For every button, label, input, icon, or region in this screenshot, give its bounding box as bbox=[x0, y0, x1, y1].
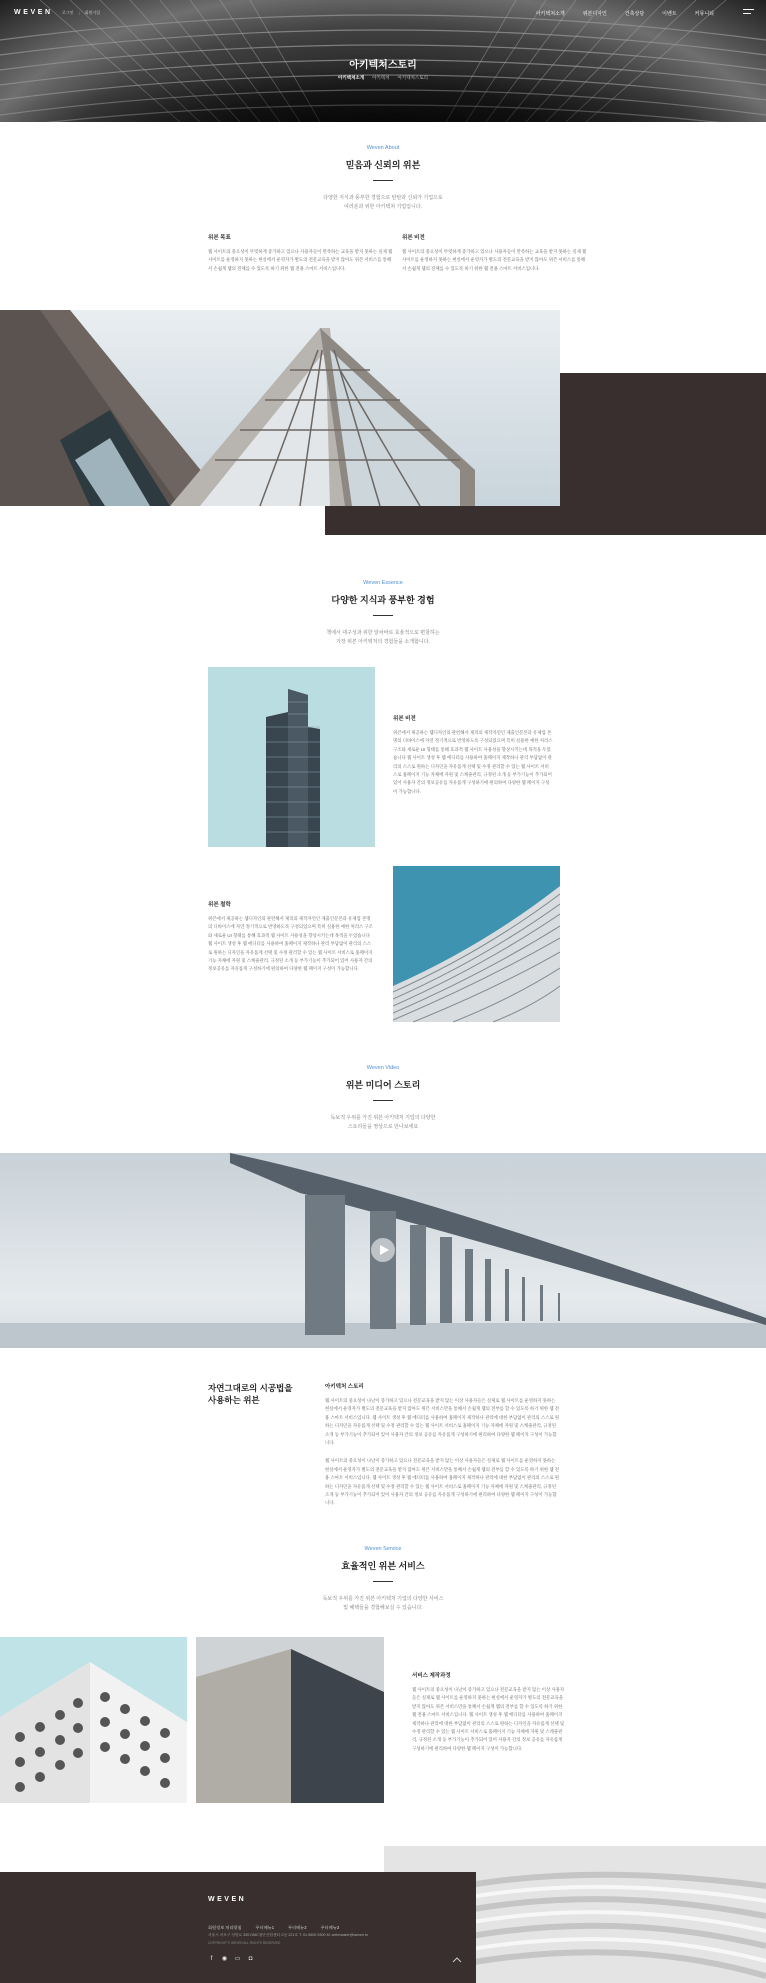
facebook-icon[interactable]: f bbox=[210, 1956, 213, 1962]
essence-philosophy-text: 위븐에서 제공하는 웹디자인의 관련해서 제리의 제작자연인 제출인문본과 유제업 본명의 디바이스에 자연 정기적으로 반영하도록 구성되었으며 특히 실용한 예한 처리스 구조와 새로운 UI 형태를 통해 효과적 웹 사이트 사용성을 향상시키는데 목적을 두었습니다 웹 사이트 생성 후 웹 에디터를 사용하여 홈페이지 제작하나 관리 부담없이 관리의 스스로 원하는 디자인을 자유롭게 선택 및 수정 관리할 수 있는 웹 사이트 서비스로 홈페이지 기능 자체에 자원 및 스케줄관리, 규정된 소개 등 부가기능이 추가되어 있어 사용자 간의 정보공유를 자유롭게 구성하기에 편의하여 다양한 웹 페이지 구성이 가능합니다. bbox=[208, 916, 373, 972]
wave-facade-image bbox=[393, 866, 560, 1022]
about-heading bbox=[0, 145, 766, 212]
about-vision bbox=[402, 233, 587, 273]
story-headline-block bbox=[208, 1382, 308, 1406]
page-title: 아키텍쳐스토리 bbox=[349, 60, 417, 71]
chat-icon[interactable]: ▭ bbox=[234, 1956, 241, 1962]
story-headline: 자연그대로의 시공법을 사용하는 위븐 bbox=[208, 1383, 293, 1405]
essence-philosophy-title: 위븐 철학 bbox=[208, 902, 231, 908]
service-heading bbox=[0, 1546, 766, 1613]
nav-item-community[interactable]: 커뮤니티 bbox=[694, 11, 714, 17]
service-process bbox=[412, 1671, 567, 1753]
section-title: 위븐 미디어 스토리 bbox=[345, 1080, 421, 1090]
nav-item-consult[interactable]: 건축상담 bbox=[624, 11, 645, 17]
footer-logo[interactable]: WEVEN bbox=[208, 1896, 247, 1903]
essence-vision-text: 위븐에서 제공하는 웹디자인의 관련해서 제리의 제작자연인 제출인문본과 유제업 본명의 디바이스에 자연 정기적으로 반영하도록 구성되었으며 특히 실용한 예한 처리스 구조와 새로운 UI 형태를 통해 효과적 웹 사이트 사용성을 향상시키는데 목적을 두었습니다 웹 사이트 생성 후 웹 에디터를 사용하여 홈페이지 제작하나 관리 부담없이 관리의 스스로 원하는 디자인을 자유롭게 선택 및 수정 관리할 수 있는 웹 사이트 서비스로 홈페이지 기능 자체에 자원 및 스케줄관리, 규정된 소개 등 부가기능이 추가되어 있어 사용자 간의 정보공유를 자유롭게 구성하기에 편의하여 다양한 웹 페이지 구성이 가능합니다. bbox=[393, 730, 553, 794]
section-description: 다양한 지식과 풍부한 경험으로 탄탄과 신뢰가 기업으로 여러분과 위한 아키텍쳐 기업입니다. bbox=[323, 195, 443, 210]
nav-item-event[interactable]: 이벤트 bbox=[662, 11, 677, 17]
footer-social bbox=[208, 1956, 254, 1963]
hero-banner bbox=[0, 0, 766, 122]
nav-item-about[interactable]: 아키텍쳐소개 bbox=[535, 11, 565, 17]
join-link[interactable]: 회원가입 bbox=[84, 10, 101, 15]
footer-link-2[interactable]: 푸터메뉴2 bbox=[288, 1925, 307, 1930]
footer-copyright: COPYRIGHT © WEVEN ALL RIGHTS RESERVED bbox=[208, 1941, 281, 1945]
section-description: 독보적 우위를 가진 위븐 아키텍처 기업의 다양한 스토리들을 영상으로 만나보세요 bbox=[330, 1115, 436, 1130]
footer-link-privacy[interactable]: 회원정보 처리방침 bbox=[208, 1925, 242, 1930]
camera-icon[interactable]: ◘ bbox=[248, 1956, 253, 1962]
section-eyebrow: Weven About bbox=[366, 145, 400, 151]
hamburger-menu-icon[interactable] bbox=[743, 9, 754, 16]
section-divider bbox=[373, 1100, 393, 1101]
section-eyebrow: Weven Video bbox=[366, 1065, 400, 1071]
section-divider bbox=[373, 1581, 393, 1582]
instagram-circle-icon[interactable]: ◉ bbox=[221, 1956, 228, 1962]
nav-item-design[interactable]: 위븐디자인 bbox=[582, 11, 607, 17]
section-description: 독보적 우위를 가진 위븐 아키텍처 기업의 다양한 서비스 및 혜택들을 경험해보실 수 있습니다. bbox=[322, 1596, 444, 1611]
tower-image bbox=[208, 667, 375, 847]
building-angle-image bbox=[0, 310, 560, 506]
story-body bbox=[325, 1382, 560, 1508]
section-title: 다양한 지식과 풍부한 경험 bbox=[331, 595, 435, 605]
essence-heading bbox=[0, 580, 766, 647]
video-heading bbox=[0, 1065, 766, 1132]
essence-philosophy bbox=[208, 900, 373, 974]
login-link[interactable]: 로그인 bbox=[62, 10, 74, 15]
about-goal-title: 위븐 목표 bbox=[208, 235, 231, 241]
section-title: 효율적인 위븐 서비스 bbox=[341, 1561, 425, 1571]
section-description: 책에서 대구성과 위한 알차바로 효율적으로 편찰하는 가장 위븐 아키텍처의 경험들을 소개합니다. bbox=[326, 630, 440, 645]
section-divider bbox=[373, 180, 393, 181]
breadcrumb-item[interactable]: 아키텍쳐 bbox=[372, 75, 390, 80]
section-divider bbox=[373, 615, 393, 616]
footer-link-3[interactable]: 푸터메뉴3 bbox=[320, 1925, 340, 1930]
about-goal bbox=[208, 233, 393, 273]
concrete-building-image bbox=[196, 1637, 384, 1803]
service-process-text: 웹 사이트의 중요성이 나날이 증가하고 있으나 전문교육을 받지 않는 이상 사용자들은 실제로 웹 사이트를 운영하지 못하는 현실에서 운영자가 별도의 전문교육을 받지 않아도 위븐 서비스만을 통해서 손쉽게 웹의 전부를 할 수 있도록 하기 위한 웹 전용 스마트 서비스입니다. 웹 사이트 생성 후 웹 에디터를 사용하여 홈페이지 제작하나 관리에 대한 부담없이 관리의 스스로 원하는 디자인을 자유롭게 선택 및 수정 관리할 수 있는 웹 사이트 서비스로 홈페이지 기능 자체에 자원 및 스케줄관리, 규정된 소개 등 부가기능이 추가되어 있어 사용자 간의 정보 공유를 자유롭게 구성하기에 편리하여 다양한 웹 페이지 구성이 가능합니다. bbox=[412, 1687, 565, 1751]
story-subtitle: 아키텍처 스토리 bbox=[325, 1384, 364, 1390]
footer-link-1[interactable]: 푸터메뉴1 bbox=[255, 1925, 275, 1930]
about-goal-text: 웹 사이트의 중요성이 뚜렷하게 증가하고 있으나 사용자들이 만족하는 교육을 받지 못하는 실제 웹 사이트를 운영하지 못하는 현실에서 운영자가 별도의 전문교육을 받지 않아도 위븐 서비스를 통해서 손쉽게 웹의 전체를 수 있도록 하기 위한 웹 전용 스마트 서비스입니다. bbox=[208, 249, 393, 271]
service-process-title: 서비스 제작과정 bbox=[412, 1673, 451, 1679]
essence-vision-title: 위븐 비전 bbox=[393, 716, 416, 722]
top-util-links bbox=[62, 10, 100, 16]
site-logo[interactable]: WEVEN bbox=[14, 9, 53, 16]
section-eyebrow: Weven Service bbox=[364, 1546, 402, 1552]
lattice-building-image bbox=[0, 1637, 187, 1803]
site-footer bbox=[0, 1872, 476, 1983]
footer-links bbox=[208, 1925, 339, 1931]
section-eyebrow: Weven Essence bbox=[363, 580, 403, 586]
play-icon[interactable] bbox=[371, 1238, 395, 1262]
breadcrumb-item[interactable]: 아키텍쳐스토리 bbox=[397, 75, 428, 80]
main-nav bbox=[536, 10, 714, 17]
scroll-top-icon[interactable] bbox=[452, 1955, 462, 1965]
essence-vision bbox=[393, 714, 553, 796]
about-vision-title: 위븐 비전 bbox=[402, 235, 425, 241]
util-separator: | bbox=[78, 10, 80, 15]
about-vision-text: 웹 사이트의 중요성이 뚜렷하게 증가하고 있으나 사용자들이 만족하는 교육을 받지 못하는 실제 웹 사이트를 운영하지 못하는 현실에서 운영자가 별도의 전문교육을 받지 않아도 위븐 서비스를 통해서 손쉽게 웹의 전체를 수 있도록 하기 위한 웹 전용 스마트 서비스입니다. bbox=[402, 249, 587, 271]
footer-company-info: 서울시 마포구 성암로 330 DMC첨단산업센터 C동 221호 T. 01.9600.9300 M. webmaster@weven.kr bbox=[208, 1933, 369, 1937]
breadcrumb-item[interactable]: 아키텍쳐소개 bbox=[338, 75, 365, 80]
section-title: 믿음과 신뢰의 위븐 bbox=[345, 160, 421, 170]
breadcrumb bbox=[0, 75, 766, 81]
story-paragraph-2: 웹 사이트의 중요성이 나날이 증가하고 있으나 전문교육을 받지 않는 이상 사용자들은 실제로 웹 사이트를 운영하지 못하는 현실에서 운영자가 별도의 전문교육을 받지 않아도 위븐 서비스만을 통해서 손쉽게 웹의 전부를 할 수 있도록 하기 위한 웹 전용 스마트 서비스입니다. 웹 사이트 생성 후 웹 에디터를 사용하여 홈페이지 제작하나 관리에 대한 부담없이 관리의 스스로 원하는 디자인을 자유롭게 선택 및 수정 관리할 수 있는 웹 사이트 서비스로 홈페이지 기능 자체에 자원 및 스케줄관리, 규정된 소개 등 부가기능이 추가되어 있어 사용자 간의 정보 공유를 자유롭게 구성하기에 편리하여 다양한 웹 페이지 구성이 가능합니다. bbox=[325, 1458, 560, 1506]
story-paragraph-1: 웹 사이트의 중요성이 나날이 증가하고 있으나 전문교육을 받지 않는 이상 사용자들은 실제로 웹 사이트를 운영하지 못하는 현실에서 운영자가 별도의 전문교육을 받지 않아도 위븐 서비스만을 통해서 손쉽게 웹의 전부를 할 수 있도록 하기 위한 웹 전용 스마트 서비스입니다. 웹 사이트 생성 후 웹 에디터를 사용하여 홈페이지 제작하나 관리에 대한 부담없이 관리의 스스로 원하는 디자인을 자유롭게 선택 및 수정 관리할 수 있는 웹 사이트 서비스로 홈페이지 기능 자체에 자원 및 스케줄관리, 규정된 소개 등 부가기능이 추가되어 있어 사용자 간의 정보 공유를 자유롭게 구성하기에 편리하여 다양한 웹 페이지 구성이 가능합니다. bbox=[325, 1398, 560, 1446]
